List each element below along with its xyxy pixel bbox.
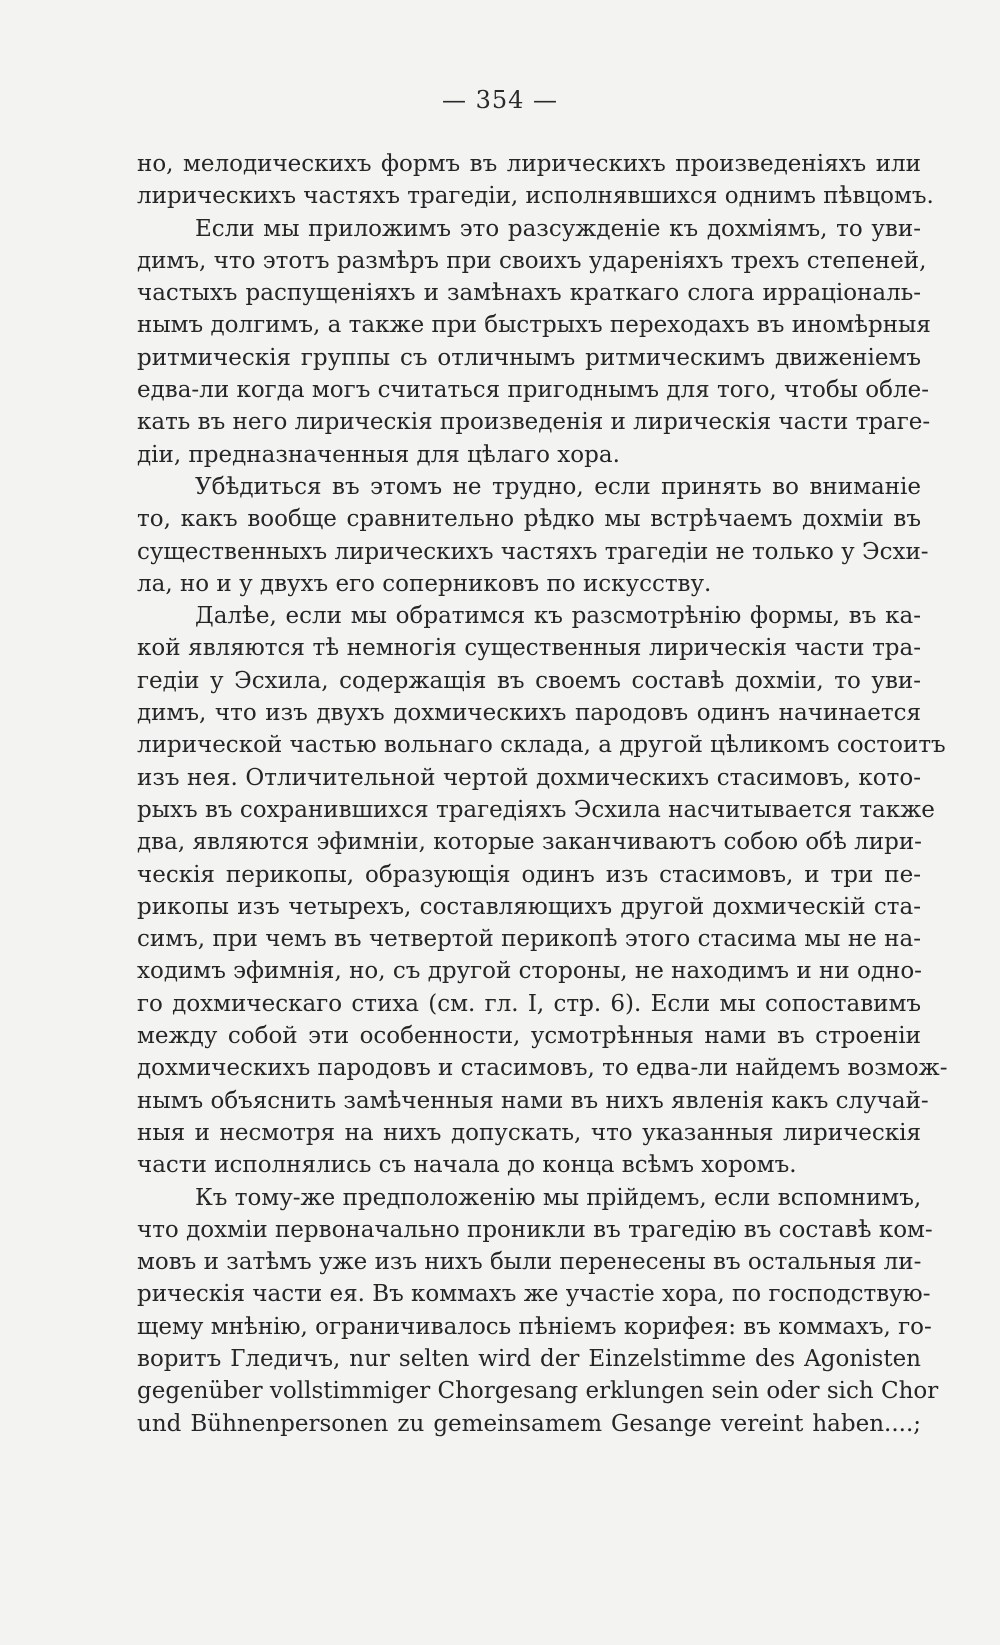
text-line: дохмическихъ пародовъ и стасимовъ, то едва-ли найдемъ возмож-	[137, 1055, 948, 1082]
text-line: нымъ объяснить замѣченныя нами въ нихъ явленія какъ случай-	[137, 1087, 929, 1114]
text-line: го дохмическаго стиха (см. гл. I, стр. 6). Если мы сопоставимъ	[137, 990, 921, 1017]
text-line: рикопы изъ четырехъ, составляющихъ другой дохмическій ста-	[137, 893, 921, 920]
text-line: ныя и несмотря на нихъ допускать, что указанныя лирическія	[137, 1119, 921, 1146]
text-line: симъ, при чемъ въ четвертой перикопѣ этого стасима мы не на-	[137, 926, 921, 953]
text-line: два, являются эфимніи, которые заканчиваютъ собою обѣ лири-	[137, 829, 922, 856]
text-line: кать въ него лирическія произведенія и лирическія части траге-	[137, 409, 931, 436]
text-line: діи, предназначенныя для цѣлаго хора.	[137, 441, 620, 468]
text-line: существенныхъ лирическихъ частяхъ трагедіи не только у Эсхи-	[137, 538, 929, 565]
text-line: Къ тому-же предположенію мы прійдемъ, если вспомнимъ,	[195, 1184, 922, 1211]
text-line: что дохміи первоначально проникли въ трагедію въ составѣ ком-	[137, 1216, 933, 1243]
text-line: то, какъ вообще сравнительно рѣдко мы встрѣчаемъ дохміи въ	[137, 506, 921, 533]
text-line: едва-ли когда могъ считаться пригоднымъ для того, чтобы обле-	[137, 377, 929, 404]
body-text	[137, 148, 948, 1440]
text-line: gegenüber vollstimmiger Chorgesang erklungen sein oder sich Chor	[137, 1378, 939, 1405]
text-line: рическія части ея. Въ коммахъ же участіе хора, по господствую-	[137, 1281, 931, 1308]
text-line: мовъ и затѣмъ уже изъ нихъ были перенесены въ остальныя ли-	[137, 1249, 922, 1276]
text-line: щему мнѣнію, ограничивалось пѣніемъ корифея: въ коммахъ, го-	[137, 1313, 932, 1340]
text-line: нымъ долгимъ, а также при быстрыхъ переходахъ въ иномѣрныя	[137, 312, 931, 339]
text-line: ческія перикопы, образующія одинъ изъ стасимовъ, и три пе-	[137, 861, 921, 888]
text-line: частыхъ распущеніяхъ и замѣнахъ краткаго слога ирраціональ-	[137, 280, 921, 307]
text-line: ла, но и у двухъ его соперниковъ по искусству.	[137, 570, 712, 597]
text-line: ходимъ эфимнія, но, съ другой стороны, не находимъ и ни одно-	[137, 958, 922, 985]
text-line: но, мелодическихъ формъ въ лирическихъ произведеніяхъ или	[137, 151, 921, 177]
page-number: — 354 —	[441, 86, 559, 114]
text-line: димъ, что этотъ размѣръ при своихъ удареніяхъ трехъ степеней,	[137, 247, 927, 274]
text-line: лирическихъ частяхъ трагедіи, исполнявшихся однимъ пѣвцомъ.	[137, 183, 934, 210]
text-line: Если мы приложимъ это разсужденіе къ дохміямъ, то уви-	[195, 215, 921, 242]
text-line: Далѣе, если мы обратимся къ разсмотрѣнію формы, въ ка-	[195, 603, 921, 630]
text-line: рыхъ въ сохранившихся трагедіяхъ Эсхила насчитывается также	[137, 796, 935, 823]
text-line: воритъ Гледичъ, nur selten wird der Einzelstimme des Agonisten	[137, 1345, 921, 1372]
text-line: части исполнялись съ начала до конца всѣмъ хоромъ.	[137, 1152, 797, 1179]
text-line: кой являются тѣ немногія существенныя лирическія части тра-	[137, 635, 921, 662]
text-line: ритмическія группы съ отличнымъ ритмическимъ движеніемъ	[137, 344, 921, 371]
text-line: гедіи у Эсхила, содержащія въ своемъ составѣ дохміи, то уви-	[137, 667, 921, 694]
text-line: между собой эти особенности, усмотрѣнныя нами въ строеніи	[137, 1023, 921, 1050]
text-line: димъ, что изъ двухъ дохмическихъ пародовъ одинъ начинается	[137, 700, 921, 727]
text-line: лирической частью вольнаго склада, а другой цѣликомъ состоитъ	[137, 732, 946, 759]
text-line: изъ нея. Отличительной чертой дохмическихъ стасимовъ, кото-	[137, 764, 921, 791]
text-line: Убѣдиться въ этомъ не трудно, если принять во вниманіе	[195, 473, 921, 500]
text-line: und Bühnenpersonen zu gemeinsamem Gesange vereint haben....;	[137, 1410, 921, 1437]
